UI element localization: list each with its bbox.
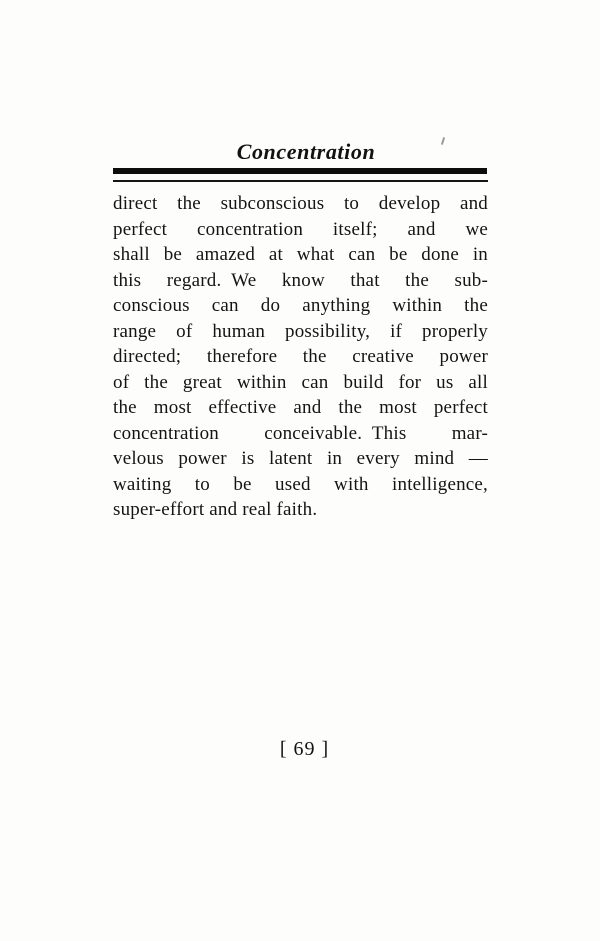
header-rule-thick [113, 168, 487, 174]
body-line: waiting to be used with intelligence, [113, 473, 488, 495]
body-line: shall be amazed at what can be done in [113, 244, 488, 265]
running-head-title: Concentration [236, 139, 376, 164]
body-line: velous power is latent in every mind — [113, 448, 488, 469]
body-line: concentration conceivable. This mar- [113, 422, 488, 444]
body-line: this regard. We know that the sub- [113, 269, 488, 291]
header-rule-thin [113, 180, 488, 182]
body-line: range of human possibility, if properly [113, 320, 488, 342]
body-line: the most effective and the most perfect [113, 397, 488, 418]
body-line: directed; therefore the creative power [113, 346, 488, 367]
body-line: direct the subconscious to develop and [113, 193, 488, 214]
body-line: conscious can do anything within the [113, 295, 488, 316]
body-paragraph [113, 191, 488, 523]
body-line: of the great within can build for us all [113, 371, 488, 393]
body-line: perfect concentration itself; and we [113, 218, 488, 240]
page-number: [ 69 ] [279, 738, 330, 760]
body-line-last: super-effort and real faith. [113, 499, 318, 520]
